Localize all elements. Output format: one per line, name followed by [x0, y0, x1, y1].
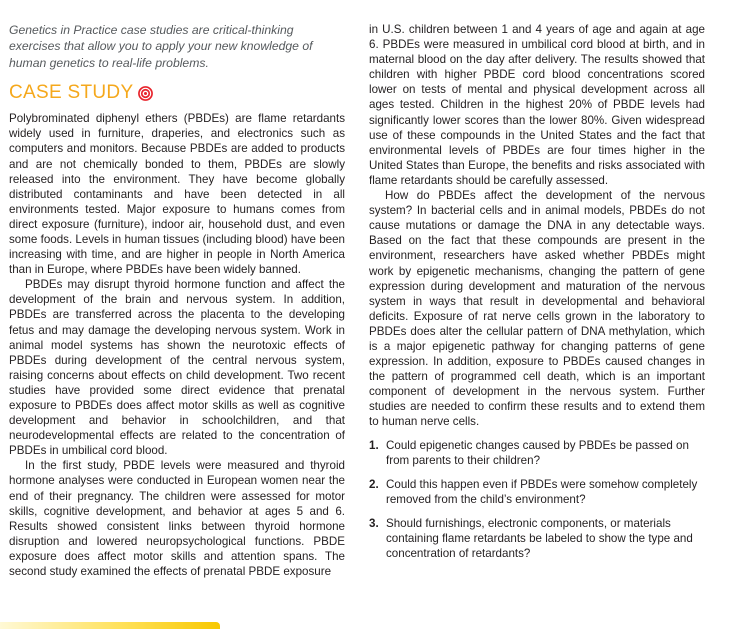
paragraph-first-study: In the first study, PBDE levels were measured and thyroid hormone analyses were conducted in European women near the end of their pregnancy. The children were assessed for motor skills, cognitive development, and behavior at ages 5 and 6. Results showed consistent links between thyroid hormone disruption and lowered neuropsychological functions. PBDE exposure does affect motor skills and attention spans. The second study examined the effects of prenatal PBDE exposure	[9, 459, 345, 579]
left-column	[9, 22, 345, 579]
question-number: 3.	[369, 516, 379, 530]
question-text: Should furnishings, electronic components, or materials containing flame retardants be labeled to show the type and concentration of retardants?	[386, 516, 693, 561]
decorative-bottom-bar	[0, 622, 220, 629]
paragraph-thyroid: PBDEs may disrupt thyroid hormone function and affect the development of the brain and nervous system. In addition, PBDEs are transferred across the placenta to the developing fetus and may damage the developing nervous system. Work in animal model systems has shown the neurotoxic effects of PBDEs during development of the central nervous system, raising concerns about effects on child development. Two recent studies have provided some direct evidence that prenatal exposure to PBDEs does affect motor skills as well as cognitive development and behavior in schoolchildren, and that neurodevelopmental effects are related to the concentration of PBDEs in umbilical cord blood.	[9, 278, 345, 458]
question-number: 1.	[369, 438, 379, 452]
question-text: Could this happen even if PBDEs were somehow completely removed from the child’s environment?	[386, 477, 698, 506]
paragraph-pbde-intro: Polybrominated diphenyl ethers (PBDEs) are flame retardants widely used in furniture, draperies, and electronics such as computers and monitors. Because PBDEs are added to products and are not chemically bonded to them, PBDEs are slowly released into the environment. They have become globally distributed contaminants and have been detected in all environments tested. Major exposure to humans comes from direct exposure (furniture), indoor air, household dust, and even some foods. Levels in human tissues (including blood) have been increasing with time, and are higher in people in North America than in Europe, where PBDEs have been widely banned.	[9, 112, 345, 277]
question-text: Could epigenetic changes caused by PBDEs be passed on from parents to their children?	[386, 438, 689, 467]
heading-label: CASE STUDY	[9, 82, 134, 104]
question-item	[369, 438, 705, 468]
paragraph-epigenetics: How do PBDEs affect the development of the nervous system? In bacterial cells and in animal models, PBDEs do not cause mutations or damage the DNA in any detectable ways. Based on the fact that these compounds are present in the environment, researchers have asked whether PBDEs might work by epigenetic mechanisms, changing the pattern of gene expression during development and maturation of the nervous system in ways that result in developmental and behavioral deficits. Exposure of rat nerve cells grown in the laboratory to PBDEs does alter the cellular pattern of DNA methylation, which is a major epigenetic pathway for changing patterns of gene expression. In addition, exposure to PBDEs caused changes in the pattern of programmed cell death, which is an important component of development in the nervous system. Further studies are needed to confirm these results and to extend them to human nerve cells.	[369, 189, 705, 429]
question-item	[369, 477, 705, 507]
question-item	[369, 516, 705, 561]
target-icon	[138, 86, 153, 101]
case-study-heading	[9, 81, 345, 105]
question-number: 2.	[369, 477, 379, 491]
question-list	[369, 438, 705, 562]
right-column	[369, 22, 705, 570]
intro-text: Genetics in Practice case studies are critical-thinking exercises that allow you to apply your new knowledge of human genetics to real-life problems.	[9, 23, 313, 70]
paragraph-second-study: in U.S. children between 1 and 4 years of age and again at age 6. PBDEs were measured in umbilical cord blood at birth, and in maternal blood on the day after delivery. The results showed that children with higher PBDE cord blood concentrations scored lower on tests of mental and physical development across all ages tested. Children in the highest 20% of PBDE levels had significantly lower scores than the lower 80%. Given widespread use of these compounds in the United States and the fact that environmental levels of PBDEs are four times higher in the United States than Europe, the benefits and risks associated with flame retardants should be carefully assessed.	[369, 23, 705, 187]
